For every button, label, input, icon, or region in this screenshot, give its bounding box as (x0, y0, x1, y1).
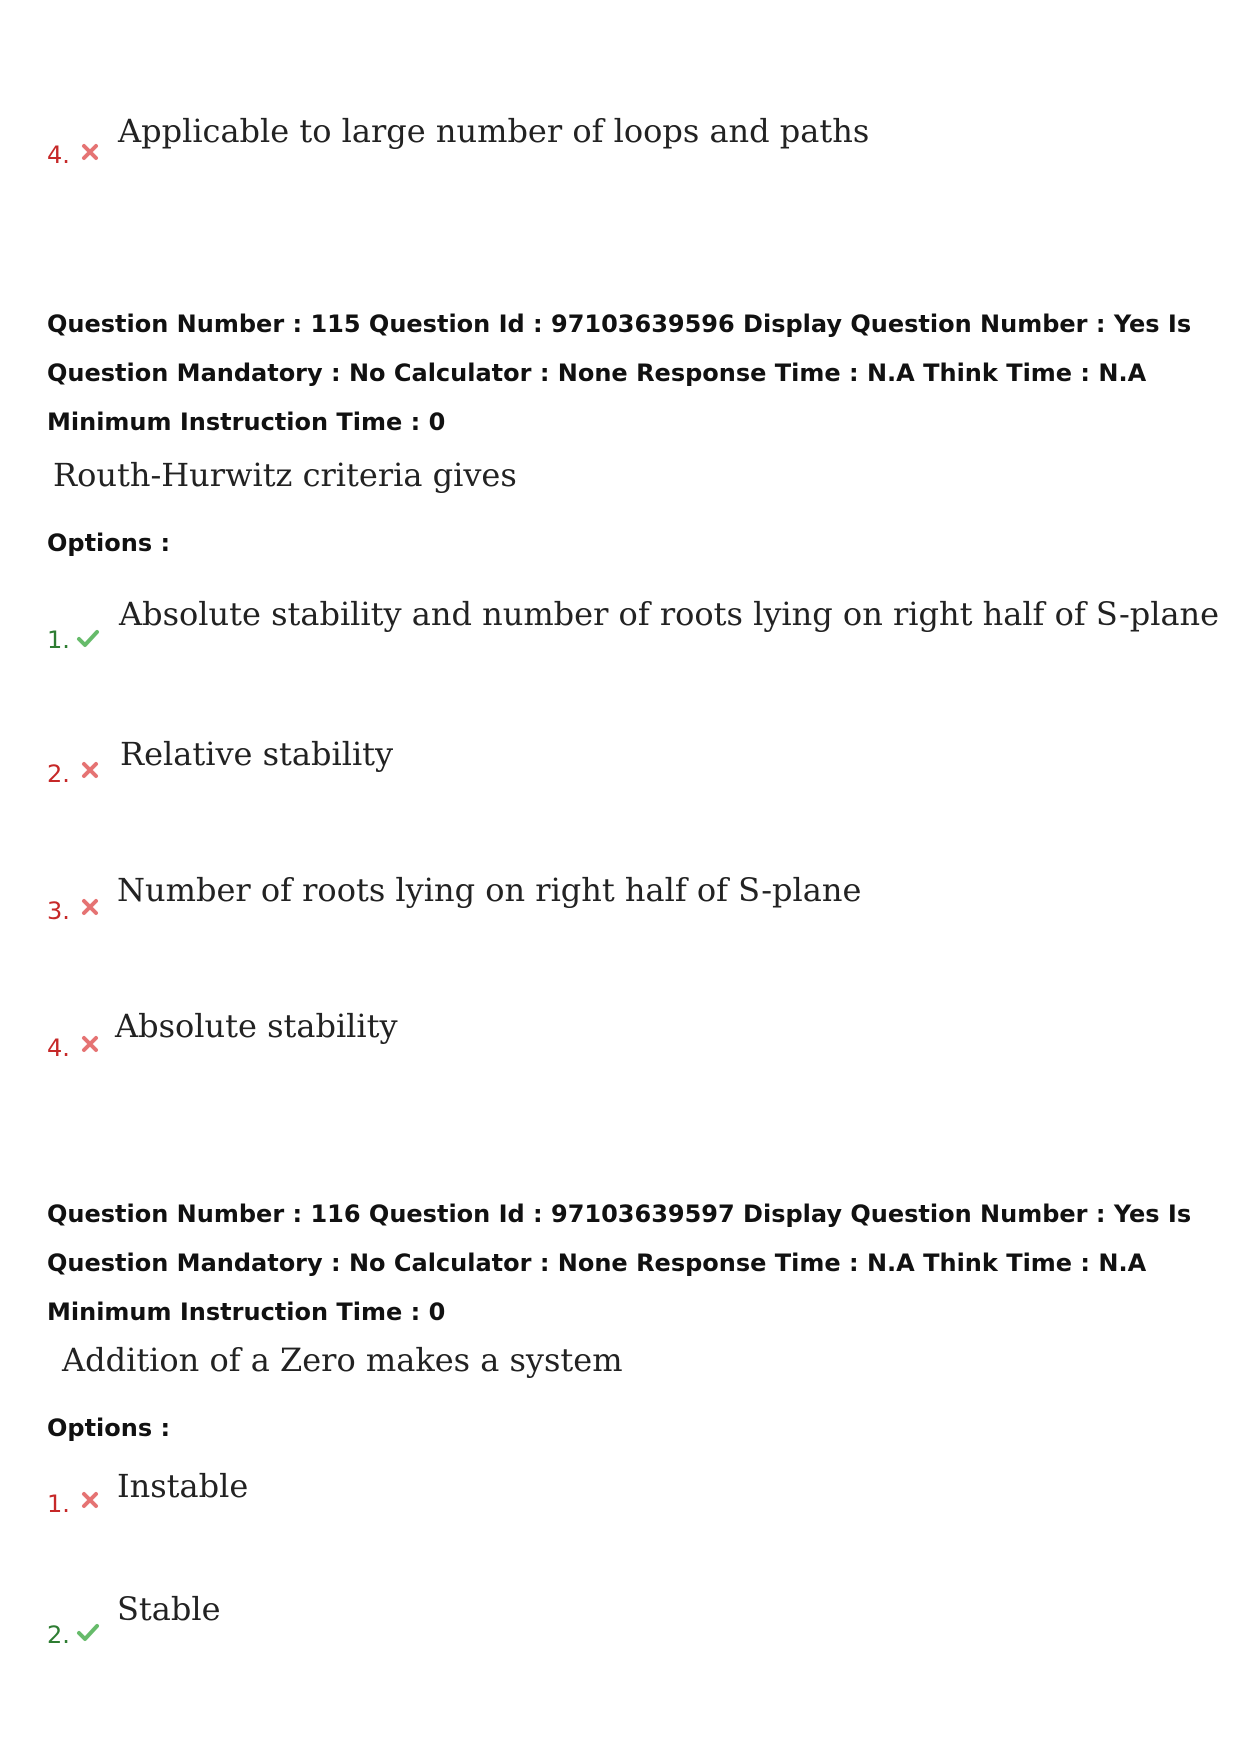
option-text: Stable (117, 1590, 221, 1628)
cross-icon (78, 1032, 102, 1056)
cross-icon (78, 758, 102, 782)
option-text: Instable (117, 1467, 249, 1505)
options-label: Options : (47, 529, 171, 557)
option-text: Absolute stability and number of roots lying on right half of S-plane (119, 595, 1220, 633)
option-number: 2. (47, 1621, 70, 1649)
cross-icon (78, 1488, 102, 1512)
option-number: 4. (47, 141, 70, 169)
option-text: Relative stability (120, 735, 394, 773)
check-icon (76, 626, 100, 650)
question-text: Routh-Hurwitz criteria gives (53, 456, 517, 494)
cross-icon (78, 140, 102, 164)
cross-icon (78, 895, 102, 919)
option-number: 3. (47, 897, 70, 925)
option-text: Number of roots lying on right half of S-plane (117, 871, 862, 909)
option-text: Applicable to large number of loops and paths (118, 112, 870, 150)
option-number: 1. (47, 1490, 70, 1518)
option-number: 1. (47, 626, 70, 654)
option-number: 2. (47, 760, 70, 788)
option-number: 4. (47, 1034, 70, 1062)
question-header: Question Number : 115 Question Id : 97103639596 Display Question Number : Yes Is Question Mandatory : No Calculator : None Response Time : N.A Think Time : N.A Minimum Instruction Time : 0 (47, 310, 1192, 436)
check-icon (76, 1620, 100, 1644)
question-text: Addition of a Zero makes a system (62, 1341, 623, 1379)
question-header: Question Number : 116 Question Id : 97103639597 Display Question Number : Yes Is Question Mandatory : No Calculator : None Response Time : N.A Think Time : N.A Minimum Instruction Time : 0 (47, 1200, 1192, 1326)
options-label: Options : (47, 1414, 171, 1442)
option-text: Absolute stability (115, 1007, 398, 1045)
